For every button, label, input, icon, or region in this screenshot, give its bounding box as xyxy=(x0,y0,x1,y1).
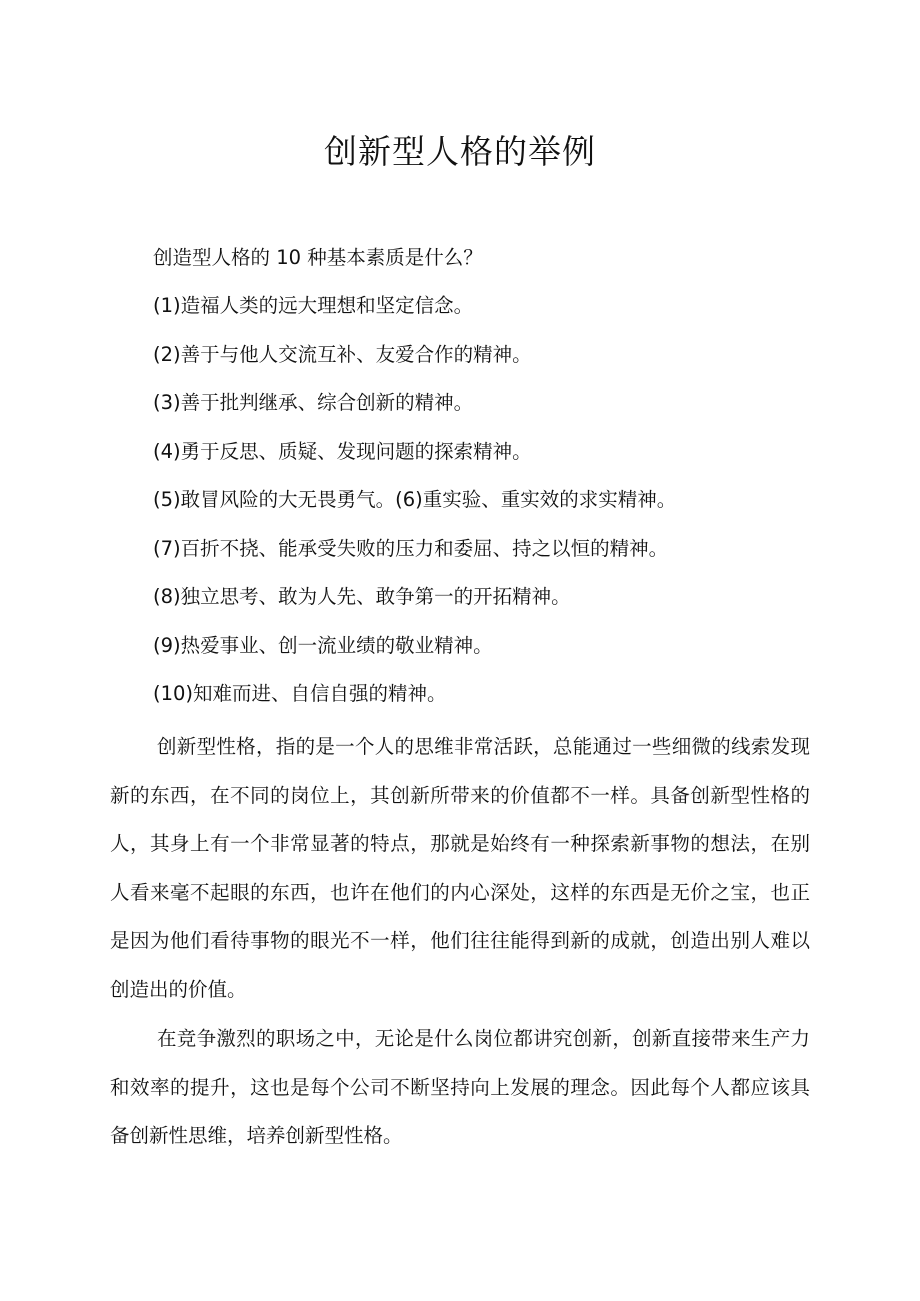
body-paragraph: 创新型性格，指的是一个人的思维非常活跃，总能通过一些细微的线索发现新的东西，在不同的岗位上，其创新所带来的价值都不一样。具备创新型性格的人，其身上有一个非常显著的特点，那就是始终有一种探索新事物的想法，在别人看来毫不起眼的东西，也许在他们的内心深处，这样的东西是无价之宝，也正是因为他们看待事物的眼光不一样，他们往往能得到新的成就，创造出别人难以创造出的价值。 xyxy=(110,735,810,1001)
list-item: (4)勇于反思、质疑、发现问题的探索精神。 xyxy=(153,439,532,463)
list-item: (2)善于与他人交流互补、友爱合作的精神。 xyxy=(153,342,532,366)
list-item: (10)知难而进、自信自强的精神。 xyxy=(153,682,447,705)
document-title: 创新型人格的举例 xyxy=(324,132,596,171)
qualities-list xyxy=(153,291,676,728)
list-item: (5)敢冒风险的大无畏勇气。(6)重实验、重实效的求实精神。 xyxy=(153,488,677,511)
list-item: (9)热爱事业、创一流业绩的敬业精神。 xyxy=(153,633,493,657)
list-item: (8)独立思考、敢为人先、敢争第一的开拓精神。 xyxy=(153,585,571,608)
question-line: 创造型人格的 10 种基本素质是什么？ xyxy=(153,246,483,269)
list-item: (1)造福人类的远大理想和坚定信念。 xyxy=(153,294,474,317)
list-item: (7)百折不挠、能承受失败的压力和委屈、持之以恒的精神。 xyxy=(153,536,669,560)
list-item: (3)善于批判继承、综合创新的精神。 xyxy=(153,391,474,414)
body-paragraph: 在竞争激烈的职场之中，无论是什么岗位都讲究创新，创新直接带来生产力和效率的提升，这也是每个公司不断坚持向上发展的理念。因此每个人都应该具备创新性思维，培养创新型性格。 xyxy=(110,1027,810,1147)
